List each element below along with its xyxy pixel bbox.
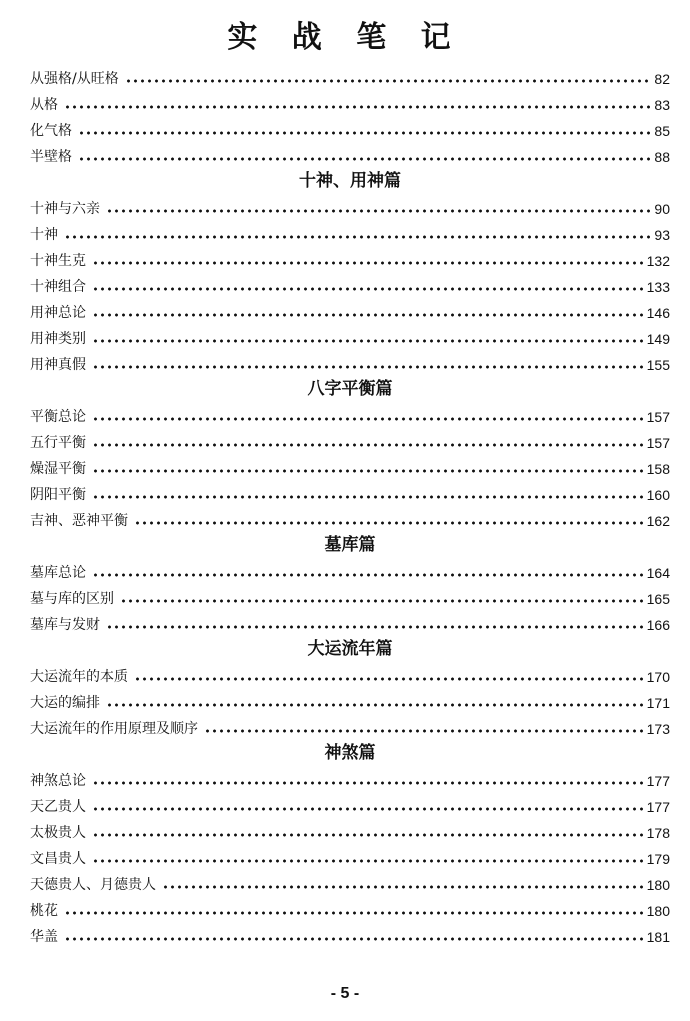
toc-entry-page: 179 xyxy=(646,851,670,867)
toc-entry-title: 从强格/从旺格 xyxy=(30,71,119,87)
toc-entry-title: 吉神、恶神平衡 xyxy=(30,513,128,529)
toc-entry[interactable] xyxy=(30,506,670,532)
toc-entry[interactable] xyxy=(30,662,670,688)
toc-section xyxy=(30,64,670,168)
toc-entry-page: 85 xyxy=(654,123,670,139)
toc-entry-title: 墓库总论 xyxy=(30,565,86,581)
toc-entry-title: 从格 xyxy=(30,97,58,113)
toc-entry-page: 149 xyxy=(646,331,670,347)
toc-entry[interactable] xyxy=(30,792,670,818)
toc-entry-page: 162 xyxy=(646,513,670,529)
dot-leader xyxy=(134,521,644,525)
toc-entry-page: 164 xyxy=(646,565,670,581)
toc-section xyxy=(30,740,670,948)
dot-leader xyxy=(106,703,644,707)
toc-section xyxy=(30,636,670,740)
toc-entry[interactable] xyxy=(30,194,670,220)
dot-leader xyxy=(134,677,644,681)
section-heading: 神煞篇 xyxy=(324,743,376,763)
toc-entry[interactable] xyxy=(30,454,670,480)
toc-entry-title: 化气格 xyxy=(30,123,72,139)
dot-leader xyxy=(120,599,644,603)
toc-entry-title: 大运的编排 xyxy=(30,695,100,711)
dot-leader xyxy=(92,573,644,577)
dot-leader xyxy=(162,885,644,889)
toc-entry[interactable] xyxy=(30,610,670,636)
toc-entry[interactable] xyxy=(30,428,670,454)
toc-entry-page: 133 xyxy=(646,279,670,295)
dot-leader xyxy=(64,105,651,109)
toc-entry-title: 燥湿平衡 xyxy=(30,461,86,477)
toc-entry-title: 十神与六亲 xyxy=(30,201,100,217)
toc-entry-title: 十神组合 xyxy=(30,279,86,295)
dot-leader xyxy=(64,911,644,915)
toc-entry-page: 170 xyxy=(646,669,670,685)
toc-entry[interactable] xyxy=(30,64,670,90)
dot-leader xyxy=(92,859,644,863)
toc-entry-page: 157 xyxy=(646,435,670,451)
toc-entry-title: 墓与库的区别 xyxy=(30,591,114,607)
toc-entry[interactable] xyxy=(30,350,670,376)
toc-entry-title: 十神 xyxy=(30,227,58,243)
dot-leader xyxy=(92,443,644,447)
toc-entry-title: 大运流年的本质 xyxy=(30,669,128,685)
dot-leader xyxy=(64,235,651,239)
toc-entry-page: 83 xyxy=(654,97,670,113)
toc-entry-title: 神煞总论 xyxy=(30,773,86,789)
toc-entry-page: 171 xyxy=(646,695,670,711)
dot-leader xyxy=(106,625,644,629)
toc-entry[interactable] xyxy=(30,480,670,506)
toc-entry-page: 180 xyxy=(646,903,670,919)
toc-entry-page: 88 xyxy=(654,149,670,165)
dot-leader xyxy=(92,261,644,265)
toc-entry-title: 墓库与发财 xyxy=(30,617,100,633)
toc-entry-title: 阴阳平衡 xyxy=(30,487,86,503)
dot-leader xyxy=(92,313,644,317)
toc-entry-page: 155 xyxy=(646,357,670,373)
toc-entry[interactable] xyxy=(30,714,670,740)
toc-entry-page: 82 xyxy=(654,71,670,87)
toc-entry-title: 用神总论 xyxy=(30,305,86,321)
toc-entry-page: 160 xyxy=(646,487,670,503)
toc-entry[interactable] xyxy=(30,142,670,168)
toc-entry-page: 165 xyxy=(646,591,670,607)
toc-entry-page: 180 xyxy=(646,877,670,893)
toc-entry-title: 半壁格 xyxy=(30,149,72,165)
dot-leader xyxy=(106,209,651,213)
toc-section xyxy=(30,376,670,532)
toc-entry-title: 太极贵人 xyxy=(30,825,86,841)
dot-leader xyxy=(78,131,651,135)
dot-leader xyxy=(92,339,644,343)
toc-section xyxy=(30,168,670,376)
toc-entry[interactable] xyxy=(30,870,670,896)
toc-entry-title: 十神生克 xyxy=(30,253,86,269)
toc-entry-title: 文昌贵人 xyxy=(30,851,86,867)
page-number: - 5 - xyxy=(330,985,360,1002)
dot-leader xyxy=(92,833,644,837)
toc-entry[interactable] xyxy=(30,844,670,870)
dot-leader xyxy=(92,807,644,811)
toc-entry-page: 90 xyxy=(654,201,670,217)
dot-leader xyxy=(92,365,644,369)
toc-entry-title: 华盖 xyxy=(30,929,58,945)
toc-entry[interactable] xyxy=(30,922,670,948)
section-heading: 十神、用神篇 xyxy=(299,171,401,191)
toc-entry[interactable] xyxy=(30,246,670,272)
toc-entry-page: 177 xyxy=(646,799,670,815)
toc-entry-page: 132 xyxy=(646,253,670,269)
toc-entry-title: 天乙贵人 xyxy=(30,799,86,815)
dot-leader xyxy=(64,937,644,941)
dot-leader xyxy=(78,157,651,161)
dot-leader xyxy=(92,781,644,785)
toc-entry[interactable] xyxy=(30,766,670,792)
toc-entry-title: 用神类别 xyxy=(30,331,86,347)
dot-leader xyxy=(204,729,644,733)
toc-entry-page: 93 xyxy=(654,227,670,243)
toc-entry-title: 天德贵人、月德贵人 xyxy=(30,877,156,893)
table-of-contents xyxy=(30,64,670,948)
dot-leader xyxy=(92,287,644,291)
toc-entry[interactable] xyxy=(30,90,670,116)
toc-entry-page: 177 xyxy=(646,773,670,789)
dot-leader xyxy=(125,79,652,83)
toc-section xyxy=(30,532,670,636)
toc-entry[interactable] xyxy=(30,558,670,584)
section-heading: 八字平衡篇 xyxy=(307,379,393,399)
toc-entry[interactable] xyxy=(30,298,670,324)
toc-entry-page: 178 xyxy=(646,825,670,841)
toc-entry-page: 181 xyxy=(646,929,670,945)
toc-entry[interactable] xyxy=(30,220,670,246)
toc-entry[interactable] xyxy=(30,402,670,428)
page-title: 实 战 笔 记 xyxy=(227,20,463,55)
toc-entry-title: 五行平衡 xyxy=(30,435,86,451)
section-heading: 大运流年篇 xyxy=(307,639,393,659)
toc-entry-title: 桃花 xyxy=(30,903,58,919)
toc-entry[interactable] xyxy=(30,584,670,610)
toc-entry[interactable] xyxy=(30,272,670,298)
toc-entry[interactable] xyxy=(30,688,670,714)
toc-entry-title: 平衡总论 xyxy=(30,409,86,425)
toc-entry[interactable] xyxy=(30,818,670,844)
dot-leader xyxy=(92,417,644,421)
toc-entry[interactable] xyxy=(30,116,670,142)
toc-entry-page: 158 xyxy=(646,461,670,477)
toc-entry-page: 166 xyxy=(646,617,670,633)
toc-entry[interactable] xyxy=(30,324,670,350)
toc-entry-title: 用神真假 xyxy=(30,357,86,373)
dot-leader xyxy=(92,469,644,473)
toc-entry-page: 173 xyxy=(646,721,670,737)
section-heading: 墓库篇 xyxy=(324,535,376,555)
toc-entry-title: 大运流年的作用原理及顺序 xyxy=(30,721,198,737)
toc-entry[interactable] xyxy=(30,896,670,922)
toc-entry-page: 157 xyxy=(646,409,670,425)
toc-entry-page: 146 xyxy=(646,305,670,321)
dot-leader xyxy=(92,495,644,499)
